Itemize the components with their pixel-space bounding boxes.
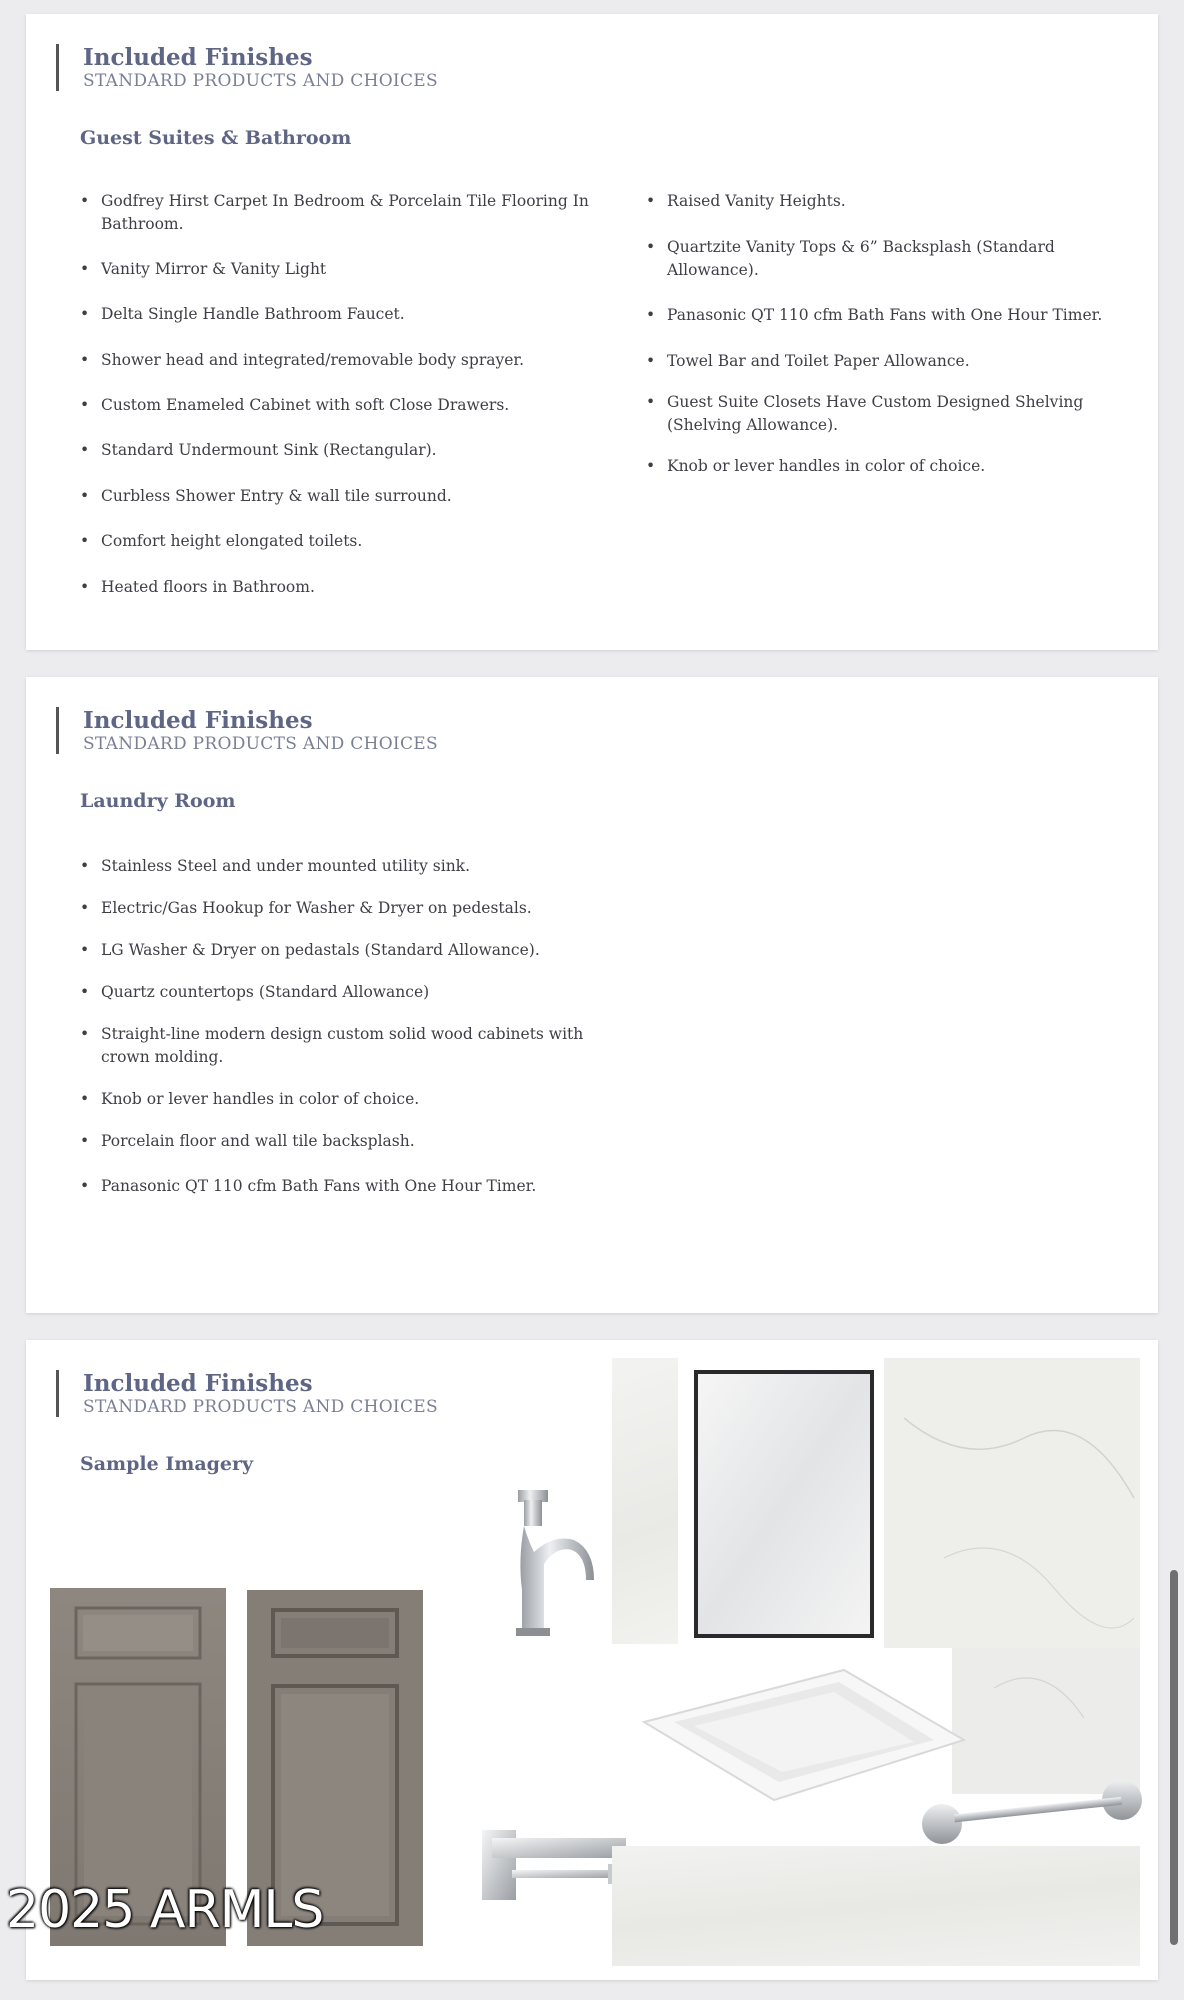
page-header — [56, 1370, 438, 1417]
list-item: • Knob or lever handles in color of choice. — [80, 1088, 620, 1111]
list-item: • Vanity Mirror & Vanity Light — [80, 258, 600, 281]
list-item: • Towel Bar and Toilet Paper Allowance. — [646, 350, 1146, 373]
list-item: • Raised Vanity Heights. — [646, 190, 1146, 213]
list-item: • Stainless Steel and under mounted utility sink. — [80, 855, 620, 878]
bullet-list — [80, 855, 620, 1198]
list-item: • LG Washer & Dryer on pedastals (Standard Allowance). — [80, 939, 620, 962]
page-subtitle: STANDARD PRODUCTS AND CHOICES — [83, 734, 438, 754]
page-guest-suites — [26, 14, 1158, 650]
list-item: • Heated floors in Bathroom. — [80, 576, 600, 599]
scrollbar[interactable] — [1170, 1570, 1178, 1945]
marble-sample-image — [612, 1846, 1140, 1966]
list-item: • Quartz countertops (Standard Allowance) — [80, 981, 620, 1004]
page-title: Included Finishes — [83, 707, 313, 734]
list-item: • Curbless Shower Entry & wall tile surround. — [80, 485, 600, 508]
marble-sample-image — [612, 1358, 678, 1644]
watermark: 2025 ARMLS — [6, 1880, 324, 1940]
page-subtitle: STANDARD PRODUCTS AND CHOICES — [83, 71, 438, 91]
list-item: • Custom Enameled Cabinet with soft Close Drawers. — [80, 394, 600, 417]
list-item: • Electric/Gas Hookup for Washer & Dryer on pedestals. — [80, 897, 620, 920]
list-item: • Delta Single Handle Bathroom Faucet. — [80, 303, 600, 326]
list-item: • Shower head and integrated/removable body sprayer. — [80, 349, 600, 372]
section-heading: Guest Suites & Bathroom — [80, 127, 352, 149]
page-title: Included Finishes — [83, 1370, 313, 1397]
page-header — [56, 707, 438, 754]
list-item: • Standard Undermount Sink (Rectangular). — [80, 439, 600, 462]
list-item: • Comfort height elongated toilets. — [80, 530, 600, 553]
list-item: • Knob or lever handles in color of choice. — [646, 455, 1146, 478]
bullet-list-right — [646, 190, 1146, 478]
list-item: • Godfrey Hirst Carpet In Bedroom & Porcelain Tile Flooring In Bathroom. — [80, 190, 600, 236]
list-item: • Porcelain floor and wall tile backsplash. — [80, 1130, 620, 1153]
page-subtitle: STANDARD PRODUCTS AND CHOICES — [83, 1397, 438, 1417]
section-heading: Laundry Room — [80, 790, 236, 812]
mirror-image — [694, 1370, 874, 1638]
list-item: • Guest Suite Closets Have Custom Designed Shelving (Shelving Allowance). — [646, 391, 1146, 437]
page-header — [56, 44, 438, 91]
page-laundry-room — [26, 677, 1158, 1313]
list-item: • Panasonic QT 110 cfm Bath Fans with One Hour Timer. — [80, 1175, 620, 1198]
page-title: Included Finishes — [83, 44, 313, 71]
faucet-image — [494, 1480, 604, 1640]
list-item: • Straight-line modern design custom solid wood cabinets with crown molding. — [80, 1023, 620, 1069]
list-item: • Panasonic QT 110 cfm Bath Fans with One Hour Timer. — [646, 304, 1146, 327]
section-heading: Sample Imagery — [80, 1453, 254, 1475]
bullet-list-left — [80, 190, 600, 599]
towel-bar-image — [914, 1780, 1164, 1850]
list-item: • Quartzite Vanity Tops & 6” Backsplash (Standard Allowance). — [646, 236, 1146, 282]
